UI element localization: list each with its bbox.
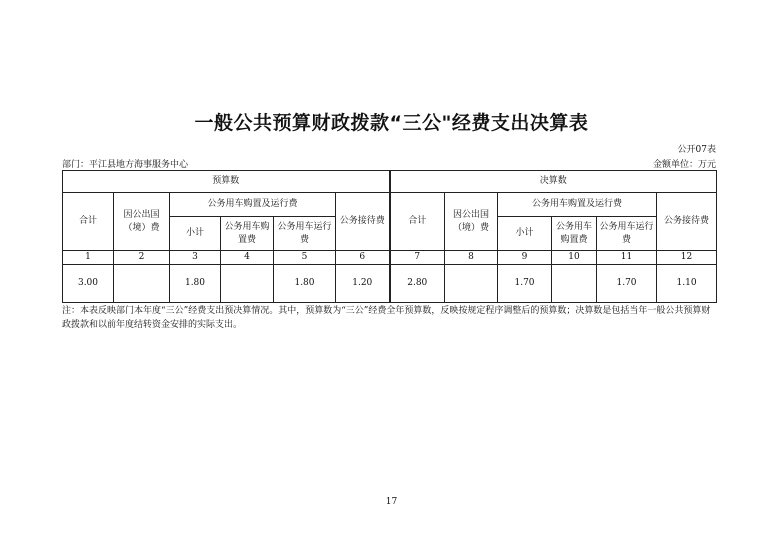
value-cell: 2.80	[390, 265, 445, 303]
value-cell: 1.80	[170, 265, 221, 303]
column-number-row	[63, 251, 717, 265]
budget-total-header: 合计	[63, 193, 114, 251]
column-number: 1	[63, 251, 114, 265]
column-number: 8	[445, 251, 498, 265]
value-cell	[114, 265, 170, 303]
table-note: 注：本表反映部门本年度“三公”经费支出预决算情况。其中，预算数为“三公”经费全年预算数，反映按规定程序调整后的预算数；决算数是包括当年一般公共预算财政拨款和以前年度结转资金安排的实际支出。	[62, 306, 711, 330]
budget-vehicle-operation-header: 公务用车运行费	[274, 217, 336, 251]
column-number: 9	[498, 251, 552, 265]
value-cell: 1.80	[274, 265, 336, 303]
header-row-groups	[63, 171, 717, 193]
final-total-header: 合计	[390, 193, 445, 251]
amount-unit-label: 金额单位：万元	[652, 160, 716, 170]
three-public-expenses-table	[62, 170, 717, 303]
budget-subtotal-header: 小计	[170, 217, 221, 251]
column-number: 4	[221, 251, 274, 265]
value-cell	[552, 265, 597, 303]
header-row-categories	[63, 193, 717, 217]
final-vehicle-operation-header: 公务用车运行费	[597, 217, 657, 251]
column-number: 6	[336, 251, 390, 265]
budget-abroad-header: 因公出国（境）费	[114, 193, 170, 251]
form-code: 公开07表	[677, 145, 716, 155]
final-vehicle-group-header: 公务用车购置及运行费	[498, 193, 657, 217]
budget-reception-header: 公务接待费	[336, 193, 390, 251]
final-group-header: 决算数	[390, 171, 717, 193]
value-cell: 1.10	[657, 265, 717, 303]
department-label: 部门：平江县地方海事服务中心	[62, 160, 189, 170]
budget-vehicle-purchase-header: 公务用车购置费	[221, 217, 274, 251]
column-number: 5	[274, 251, 336, 265]
data-row	[63, 265, 717, 303]
final-subtotal-header: 小计	[498, 217, 552, 251]
value-cell: 1.20	[336, 265, 390, 303]
budget-vehicle-group-header: 公务用车购置及运行费	[170, 193, 336, 217]
page-number: 17	[385, 497, 398, 507]
value-cell: 1.70	[597, 265, 657, 303]
value-cell: 3.00	[63, 265, 114, 303]
column-number: 10	[552, 251, 597, 265]
final-abroad-header: 因公出国（境）费	[445, 193, 498, 251]
final-reception-header: 公务接待费	[657, 193, 717, 251]
budget-group-header: 预算数	[63, 171, 390, 193]
column-number: 3	[170, 251, 221, 265]
page-title: 一般公共预算财政拨款“三公"经费支出决算表	[194, 112, 589, 134]
column-number: 7	[390, 251, 445, 265]
column-number: 11	[597, 251, 657, 265]
final-vehicle-purchase-header: 公务用车购置费	[552, 217, 597, 251]
value-cell	[221, 265, 274, 303]
column-number: 2	[114, 251, 170, 265]
column-number: 12	[657, 251, 717, 265]
value-cell	[445, 265, 498, 303]
value-cell: 1.70	[498, 265, 552, 303]
